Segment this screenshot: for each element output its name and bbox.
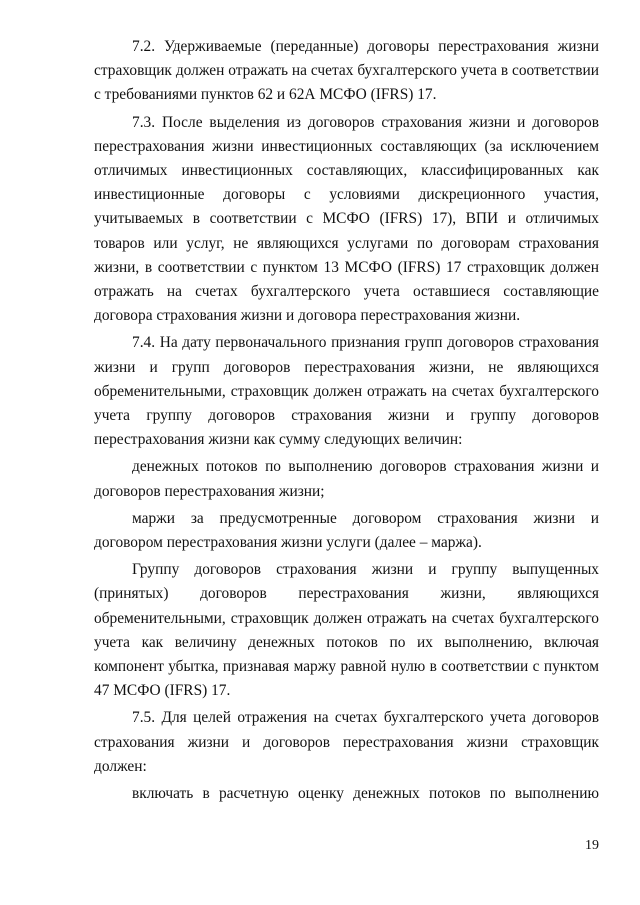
paragraph-continued: включать в расчетную оценку денежных потоков по выполнению (132, 785, 599, 803)
list-item-margin: маржи за предусмотренные договором страхования жизни и договором перестрахования жизни услуги (далее – маржа). (94, 509, 599, 552)
paragraph-7-2: 7.2. Удерживаемые (переданные) договоры перестрахования жизни страховщик должен отражать на счетах бухгалтерского учета в соответствии с требованиями пунктов 62 и 62А МСФО (IFRS) 17. (94, 38, 599, 104)
page-number: 19 (585, 838, 599, 853)
paragraph-7-3: 7.3. После выделения из договоров страхования жизни и договоров перестрахования жизни инвестиционных составляющих (за исключением отличимых инвестиционных составляющих, классифицированных как инвестиционные договоры с условиями дискреционного участия, учитываемых в соответствии с МСФО (IFRS) 17), ВПИ и отличимых товаров или услуг, не являющихся услугами по договорам страхования жизни, в соответствии с пунктом 13 МСФО (IFRS) 17 страховщик должен отражать на счетах бухгалтерского учета оставшиеся составляющие договора страхования жизни и договора перестрахования жизни. (94, 113, 599, 325)
list-item-cash-flows: денежных потоков по выполнению договоров страхования жизни и договоров перестрахования жизни; (94, 458, 599, 500)
paragraph-7-5: 7.5. Для целей отражения на счетах бухгалтерского учета договоров страхования жизни и договоров перестрахования жизни страховщик должен: (94, 709, 599, 775)
paragraph-onerous-contracts: Группу договоров страхования жизни и группу выпущенных (принятых) договоров перестрахования жизни, являющихся обременительными, страховщик должен отражать на счетах бухгалтерского учета как величину денежных потоков по их выполнению, включая компонент убытка, признавая маржу равной нулю в соответствии с пунктом 47 МСФО (IFRS) 17. (94, 561, 599, 700)
paragraph-7-4: 7.4. На дату первоначального признания групп договоров страхования жизни и групп договоров перестрахования жизни, не являющихся обременительными, страховщик должен отражать на счетах бухгалтерского учета группу договоров страхования жизни и группу договоров перестрахования жизни как сумму следующих величин: (94, 334, 599, 449)
page-body (94, 35, 599, 809)
